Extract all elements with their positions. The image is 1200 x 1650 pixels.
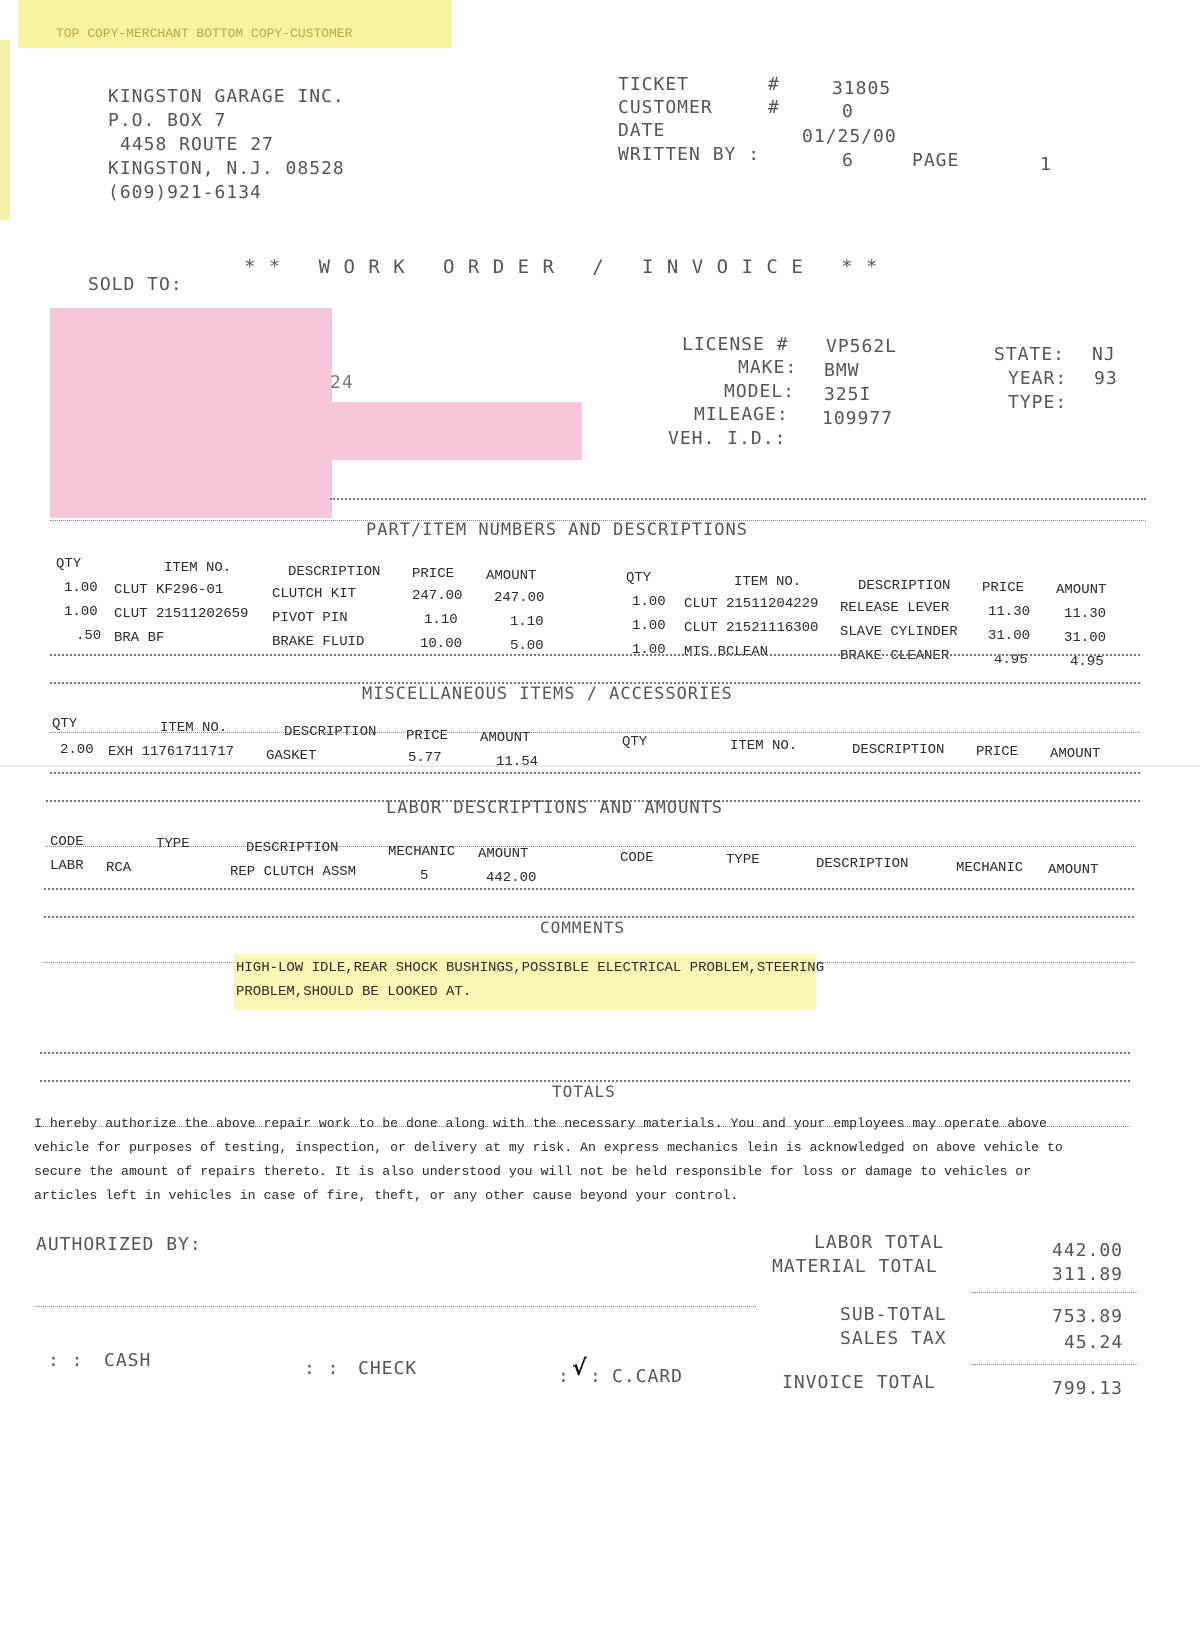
table-cell: BRAKE FLUID bbox=[272, 634, 365, 650]
col-amount: AMOUNT bbox=[1048, 862, 1099, 878]
col-description: DESCRIPTION bbox=[288, 564, 381, 580]
check-checkbox[interactable]: : : bbox=[304, 1358, 340, 1379]
col-amount: AMOUNT bbox=[480, 730, 531, 746]
table-cell: 247.00 bbox=[412, 588, 463, 604]
redaction-block-secondary bbox=[304, 402, 582, 460]
company-street: 4458 ROUTE 27 bbox=[120, 134, 274, 155]
customer-number: 0 bbox=[842, 101, 854, 122]
col-price: PRICE bbox=[982, 580, 1025, 596]
comments-line-1: HIGH-LOW IDLE,REAR SHOCK BUSHINGS,POSSIBLE ELECTRICAL PROBLEM,STEERING bbox=[236, 960, 825, 976]
cash-label: CASH bbox=[104, 1350, 152, 1371]
state-value: NJ bbox=[1092, 344, 1116, 365]
table-cell: LABR bbox=[50, 858, 84, 874]
authorization-line-4: articles left in vehicles in case of fire, theft, or any other cause beyond your control. bbox=[34, 1188, 739, 1203]
table-cell: EXH 11761711717 bbox=[108, 744, 235, 760]
mileage-value: 109977 bbox=[822, 408, 894, 429]
table-cell: 31.00 bbox=[988, 628, 1031, 644]
card-box-left: : bbox=[558, 1366, 570, 1387]
comments-line-2: PROBLEM,SHOULD BE LOOKED AT. bbox=[236, 984, 472, 1000]
divider bbox=[44, 888, 1134, 890]
sold-to-label: SOLD TO: bbox=[88, 274, 183, 295]
table-cell: 4.95 bbox=[1070, 654, 1104, 670]
table-cell: 11.54 bbox=[496, 754, 539, 770]
authorization-line-3: secure the amount of repairs thereto. It is also understood you will not be held responsible for loss or damage to vehicles or bbox=[34, 1164, 1032, 1179]
divider bbox=[972, 1292, 1138, 1293]
col-amount: AMOUNT bbox=[478, 846, 529, 862]
table-cell: 1.10 bbox=[424, 612, 458, 628]
divider bbox=[330, 498, 1146, 500]
labor-total-value: 442.00 bbox=[1052, 1240, 1124, 1261]
ticket-label: TICKET bbox=[618, 74, 690, 95]
subtotal-label: SUB-TOTAL bbox=[840, 1304, 947, 1325]
make-label: MAKE: bbox=[738, 357, 798, 378]
col-mechanic: MECHANIC bbox=[956, 860, 1024, 876]
company-po-box: P.O. BOX 7 bbox=[108, 110, 227, 131]
card-box-right: : bbox=[590, 1366, 602, 1387]
signature-line[interactable] bbox=[36, 1306, 756, 1307]
check-label: CHECK bbox=[358, 1358, 418, 1379]
table-cell: .50 bbox=[76, 628, 102, 644]
table-cell: 10.00 bbox=[420, 636, 463, 652]
table-cell: 4.95 bbox=[994, 652, 1028, 668]
col-qty: QTY bbox=[52, 716, 78, 732]
sales-tax-label: SALES TAX bbox=[840, 1328, 947, 1349]
col-item-no: ITEM NO. bbox=[164, 560, 232, 576]
col-item-no: ITEM NO. bbox=[730, 738, 798, 754]
table-cell: BRAKE CLEANER bbox=[840, 648, 950, 664]
sold-to-fragment: 24 bbox=[330, 372, 354, 393]
customer-label: CUSTOMER bbox=[618, 97, 713, 118]
ticket-date: 01/25/00 bbox=[802, 126, 897, 147]
table-cell: 442.00 bbox=[486, 870, 537, 886]
material-total-value: 311.89 bbox=[1052, 1264, 1124, 1285]
table-cell: GASKET bbox=[266, 748, 317, 764]
table-cell: PIVOT PIN bbox=[272, 610, 348, 626]
yellow-edge-strip bbox=[0, 40, 10, 220]
table-cell: CLUT KF296-01 bbox=[114, 582, 224, 598]
mileage-label: MILEAGE: bbox=[694, 404, 789, 425]
invoice-total-value: 799.13 bbox=[1052, 1378, 1124, 1399]
misc-section-title: MISCELLANEOUS ITEMS / ACCESSORIES bbox=[362, 684, 733, 704]
col-price: PRICE bbox=[976, 744, 1019, 760]
divider bbox=[46, 846, 1136, 847]
col-description: DESCRIPTION bbox=[284, 724, 377, 740]
table-cell: 1.00 bbox=[632, 594, 666, 610]
col-description: DESCRIPTION bbox=[816, 856, 909, 872]
col-amount: AMOUNT bbox=[1056, 582, 1107, 598]
table-cell: 5.00 bbox=[510, 638, 544, 654]
company-name: KINGSTON GARAGE INC. bbox=[108, 86, 345, 107]
totals-title: TOTALS bbox=[552, 1082, 616, 1101]
comments-title: COMMENTS bbox=[540, 918, 626, 937]
table-cell: CLUT 21511204229 bbox=[684, 596, 819, 612]
table-cell: RCA bbox=[106, 860, 132, 876]
form-title: * * W O R K O R D E R / I N V O I C E * * bbox=[244, 256, 879, 278]
col-description: DESCRIPTION bbox=[858, 578, 951, 594]
col-mechanic: MECHANIC bbox=[388, 844, 456, 860]
col-item-no: ITEM NO. bbox=[734, 574, 802, 590]
table-cell: RELEASE LEVER bbox=[840, 600, 950, 616]
customer-hash: # bbox=[768, 97, 780, 118]
authorization-line-1: I hereby authorize the above repair work to be done along with the necessary materials. You and your employees may operate above bbox=[34, 1116, 1047, 1131]
divider bbox=[50, 772, 1140, 774]
table-cell: 1.00 bbox=[64, 580, 98, 596]
state-label: STATE: bbox=[994, 344, 1066, 365]
table-cell: 1.10 bbox=[510, 614, 544, 630]
col-item-no: ITEM NO. bbox=[160, 720, 228, 736]
table-cell: 1.00 bbox=[632, 642, 666, 658]
yellow-copy-tab bbox=[18, 0, 452, 48]
model-label: MODEL: bbox=[724, 381, 796, 402]
col-qty: QTY bbox=[626, 570, 652, 586]
year-value: 93 bbox=[1094, 368, 1118, 389]
col-amount: AMOUNT bbox=[486, 568, 537, 584]
col-code: CODE bbox=[50, 834, 84, 850]
parts-section-title: PART/ITEM NUMBERS AND DESCRIPTIONS bbox=[366, 520, 748, 540]
authorization-line-2: vehicle for purposes of testing, inspection, or delivery at my risk. An express mechanics lein is acknowledged on above vehicle to bbox=[34, 1140, 1063, 1155]
table-cell: CLUT 21511202659 bbox=[114, 606, 249, 622]
table-cell: 5.77 bbox=[408, 750, 442, 766]
table-cell: REP CLUTCH ASSM bbox=[230, 864, 357, 880]
divider bbox=[50, 654, 1140, 656]
table-cell: 11.30 bbox=[1064, 606, 1107, 622]
table-cell: SLAVE CYLINDER bbox=[840, 624, 958, 640]
page-number: 1 bbox=[1040, 154, 1052, 175]
col-description: DESCRIPTION bbox=[246, 840, 339, 856]
year-label: YEAR: bbox=[1008, 368, 1068, 389]
invoice-total-label: INVOICE TOTAL bbox=[782, 1372, 936, 1393]
ticket-hash: # bbox=[768, 74, 780, 95]
sales-tax-value: 45.24 bbox=[1064, 1332, 1124, 1353]
license-label: LICENSE # bbox=[682, 334, 789, 355]
type-label: TYPE: bbox=[1008, 392, 1068, 413]
ticket-number: 31805 bbox=[832, 78, 892, 99]
paper-fold bbox=[0, 765, 1200, 767]
table-cell: 2.00 bbox=[60, 742, 94, 758]
table-cell: CLUT 21521116300 bbox=[684, 620, 819, 636]
written-by-value: 6 bbox=[842, 150, 854, 171]
top-copy-note: TOP COPY-MERCHANT BOTTOM COPY-CUSTOMER bbox=[56, 26, 353, 41]
authorized-by-label: AUTHORIZED BY: bbox=[36, 1234, 202, 1255]
cash-checkbox[interactable]: : : bbox=[48, 1350, 84, 1371]
date-label: DATE bbox=[618, 120, 666, 141]
model-value: 325I bbox=[824, 384, 872, 405]
company-phone: (609)921-6134 bbox=[108, 182, 262, 203]
labor-section-title: LABOR DESCRIPTIONS AND AMOUNTS bbox=[386, 798, 724, 818]
make-value: BMW bbox=[824, 360, 860, 381]
col-type: TYPE bbox=[156, 836, 190, 852]
labor-total-label: LABOR TOTAL bbox=[814, 1232, 945, 1253]
credit-card-label: C.CARD bbox=[612, 1366, 684, 1387]
table-cell: CLUTCH KIT bbox=[272, 586, 357, 602]
redaction-block bbox=[50, 308, 332, 518]
table-cell: BRA BF bbox=[114, 630, 165, 646]
material-total-label: MATERIAL TOTAL bbox=[772, 1256, 938, 1277]
col-price: PRICE bbox=[406, 728, 449, 744]
col-type: TYPE bbox=[726, 852, 760, 868]
checkmark-icon: √ bbox=[572, 1356, 587, 1381]
table-cell: 1.00 bbox=[632, 618, 666, 634]
company-city: KINGSTON, N.J. 08528 bbox=[108, 158, 345, 179]
written-by-label: WRITTEN BY : bbox=[618, 144, 761, 165]
col-description: DESCRIPTION bbox=[852, 742, 945, 758]
table-cell: 1.00 bbox=[64, 604, 98, 620]
vin-label: VEH. I.D.: bbox=[668, 428, 787, 449]
divider bbox=[972, 1364, 1138, 1365]
license-value: VP562L bbox=[826, 336, 898, 357]
table-cell: 11.30 bbox=[988, 604, 1031, 620]
table-cell: 31.00 bbox=[1064, 630, 1107, 646]
divider bbox=[40, 1052, 1130, 1054]
subtotal-value: 753.89 bbox=[1052, 1306, 1124, 1327]
table-cell: MIS BCLEAN bbox=[684, 644, 769, 660]
col-amount: AMOUNT bbox=[1050, 746, 1101, 762]
col-qty: QTY bbox=[56, 556, 82, 572]
table-cell: 247.00 bbox=[494, 590, 545, 606]
table-cell: 5 bbox=[420, 868, 429, 884]
page-label: PAGE bbox=[912, 150, 960, 171]
col-code: CODE bbox=[620, 850, 654, 866]
col-qty: QTY bbox=[622, 734, 648, 750]
col-price: PRICE bbox=[412, 566, 455, 582]
